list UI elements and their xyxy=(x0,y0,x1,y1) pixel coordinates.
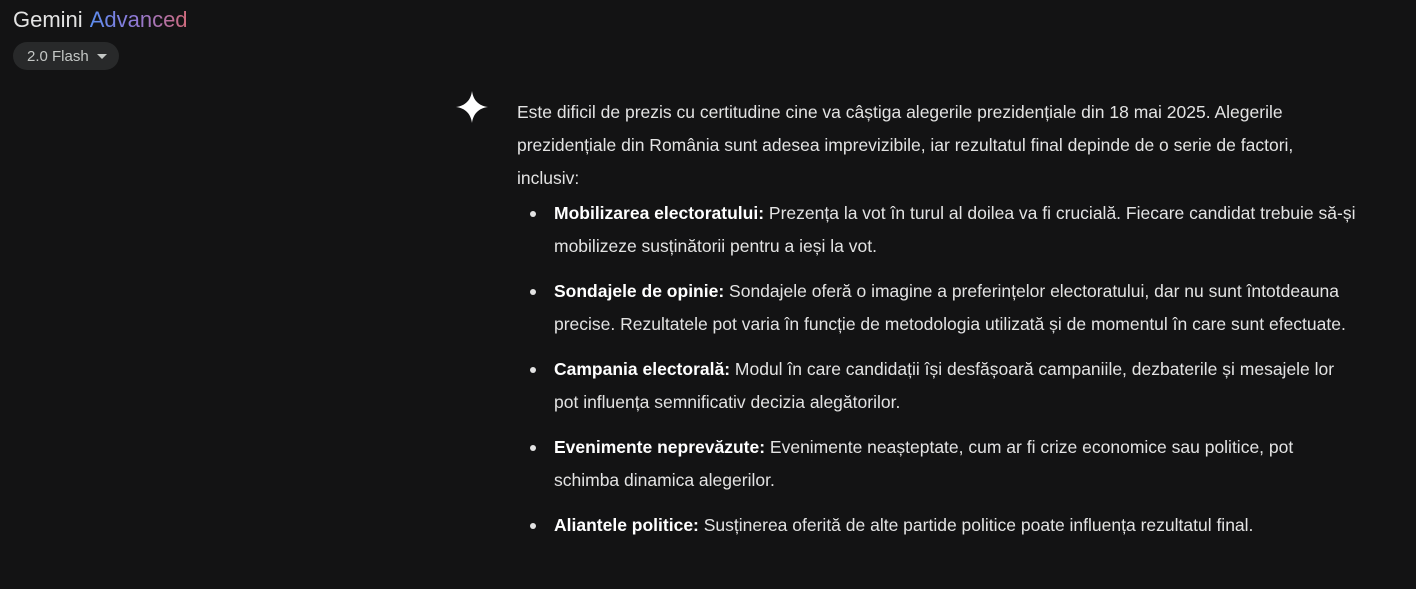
bullet-text: Sondajele oferă o imagine a preferințelor electoratului, dar nu sunt întotdeauna precise. Rezultatele pot varia în funcție de metodologia utilizată și de momentul în care sunt efectuate. xyxy=(554,281,1346,334)
bullet-title: Sondajele de opinie: xyxy=(554,281,725,301)
bullet-title: Evenimente neprevăzute: xyxy=(554,437,766,457)
gemini-spark-icon xyxy=(455,90,489,124)
brand-tier: Advanced xyxy=(89,7,188,32)
list-item xyxy=(517,275,1357,341)
bullet-text: Susținerea oferită de alte partide politice poate influența rezultatul final. xyxy=(698,515,1254,535)
model-label: 2.0 Flash xyxy=(27,47,89,65)
list-item xyxy=(517,197,1357,263)
list-item xyxy=(517,353,1357,419)
chevron-down-icon xyxy=(97,54,107,59)
response-bullet-list xyxy=(517,197,1357,542)
response-content xyxy=(517,96,1357,554)
bullet-title: Mobilizarea electoratului: xyxy=(554,203,765,223)
bullet-text: Evenimente neașteptate, cum ar fi crize economice sau politice, pot schimba dinamica alegerilor. xyxy=(554,437,1294,490)
bullet-title: Aliantele politice: xyxy=(554,515,699,535)
bullet-title: Campania electorală: xyxy=(554,359,731,379)
app-header xyxy=(13,6,188,70)
list-item xyxy=(517,431,1357,497)
bullet-text: Prezența la vot în turul al doilea va fi crucială. Fiecare candidat trebuie să-și mobilizeze susținătorii pentru a ieși la vot. xyxy=(554,203,1356,256)
bullet-text: Modul în care candidații își desfășoară campaniile, dezbaterile și mesajele lor pot influența semnificativ decizia alegătorilor. xyxy=(554,359,1335,412)
response-intro: Este dificil de prezis cu certitudine cine va câștiga alegerile prezidențiale din 18 mai 2025. Alegerile prezidențiale din România sunt adesea imprevizibile, iar rezultatul final depinde de o serie de factori, inclusiv: xyxy=(517,102,1294,188)
app-title xyxy=(13,6,188,34)
model-picker-button[interactable] xyxy=(13,42,119,70)
list-item xyxy=(517,509,1357,542)
brand-name: Gemini xyxy=(13,7,83,32)
